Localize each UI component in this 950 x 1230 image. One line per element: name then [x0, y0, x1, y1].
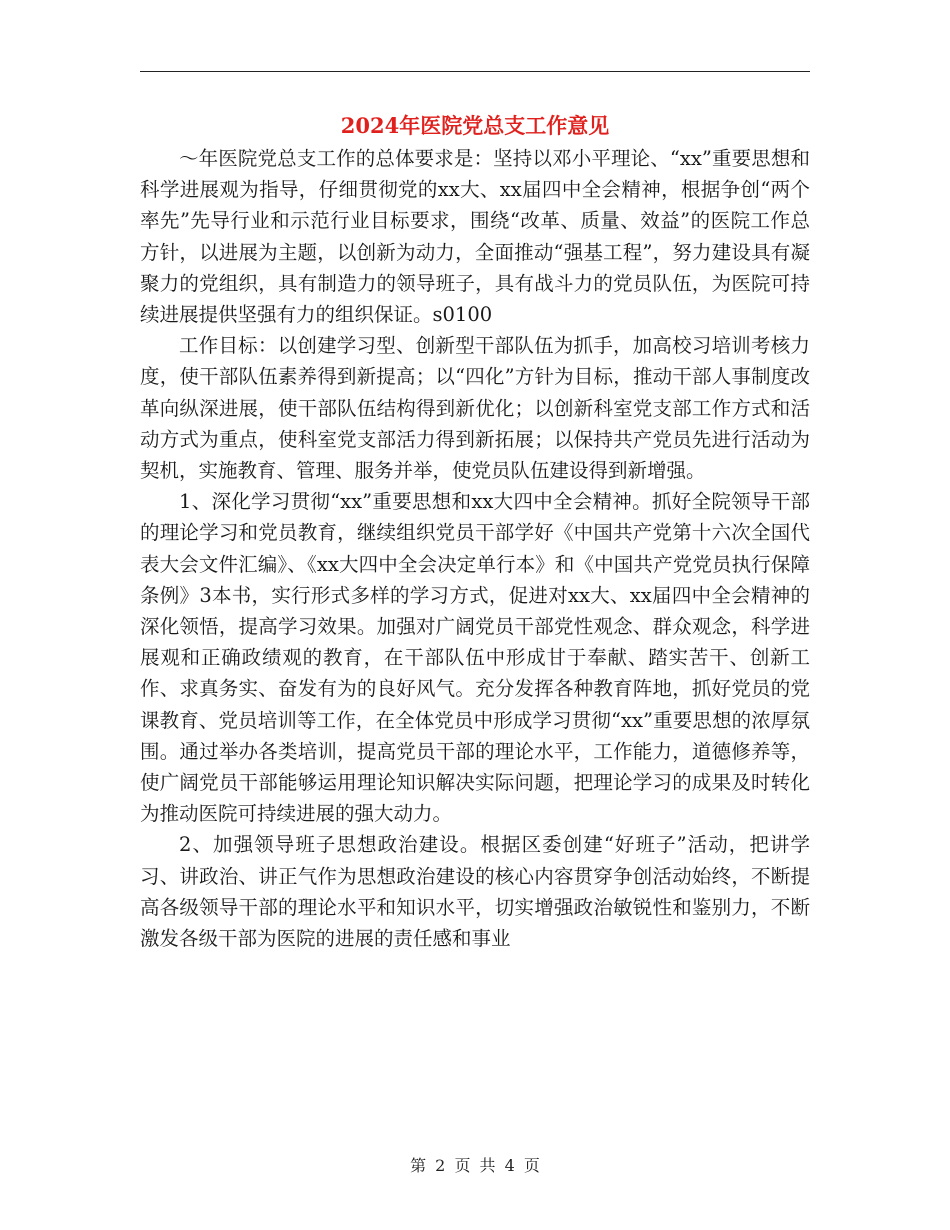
- paragraph-item-2-leadership: 2、加强领导班子思想政治建设。根据区委创建“好班子”活动，把讲学习、讲政治、讲正气作为思想政治建设的核心内容贯穿争创活动始终，不断提高各级领导干部的理论水平和知识水平，切实增强政治敏锐性和鉴别力，不断激发各级干部为医院的进展的责任感和事业: [140, 833, 810, 951]
- paragraph-item-1-study: 1、深化学习贯彻“xx”重要思想和xx大四中全会精神。抓好全院领导干部的理论学习和党员教育，继续组织党员干部学好《中国共产党第十六次全国代表大会文件汇编》、《xx大四中全会决定单行本》和《中国共产党党员执行保障条例》3本书，实行形式多样的学习方式，促进对xx大、xx届四中全会精神的深化领悟，提高学习效果。加强对广阔党员干部党性观念、群众观念，科学进展观和正确政绩观的教育，在干部队伍中形成甘于奉献、踏实苦干、创新工作、求真务实、奋发有为的良好风气。充分发挥各种教育阵地，抓好党员的党课教育、党员培训等工作，在全体党员中形成学习贯彻“xx”重要思想的浓厚氛围。通过举办各类培训，提高党员干部的理论水平，工作能力，道德修养等，使广阔党员干部能够运用理论知识解决实际问题，把理论学习的成果及时转化为推动医院可持续进展的强大动力。: [140, 490, 810, 826]
- paragraph-overall-requirements: ～年医院党总支工作的总体要求是：坚持以邓小平理论、“xx”重要思想和科学进展观为指导，仔细贯彻党的xx大、xx届四中全会精神，根据争创“两个率先”先导行业和示范行业目标要求，围绕“改革、质量、效益”的医院工作总方针，以进展为主题，以创新为动力，全面推动“强基工程”，努力建设具有凝聚力的党组织，具有制造力的领导班子，具有战斗力的党员队伍，为医院可持续进展提供坚强有力的组织保证。s0100: [140, 147, 810, 327]
- header-rule: [140, 71, 810, 72]
- document-title: 2024年医院党总支工作意见: [340, 113, 610, 138]
- document-body: [140, 143, 810, 954]
- paragraph-work-goals: 工作目标：以创建学习型、创新型干部队伍为抓手，加高校习培训考核力度，使干部队伍素养得到新提高；以“四化”方针为目标，推动干部人事制度改革向纵深进展，使干部队伍结构得到新优化；以创新科室党支部工作方式和活动方式为重点，使科室党支部活力得到新拓展；以保持共产党员先进行活动为契机，实施教育、管理、服务并举，使党员队伍建设得到新增强。: [140, 334, 810, 483]
- page-number: 第 2 页 共 4 页: [410, 1156, 540, 1175]
